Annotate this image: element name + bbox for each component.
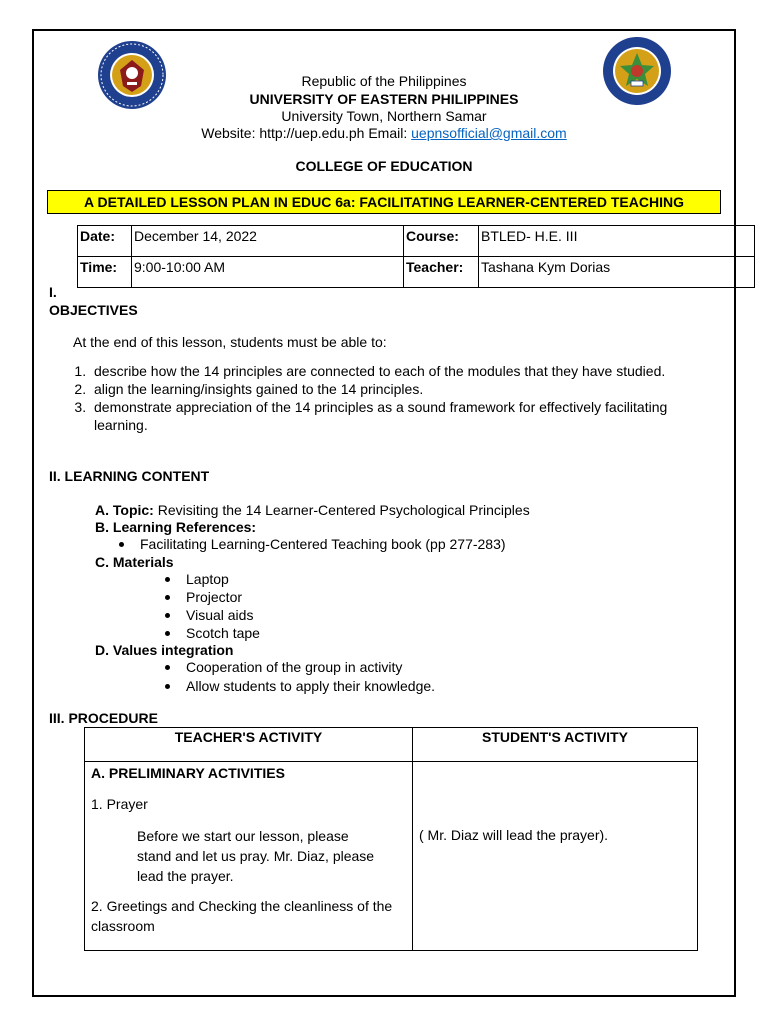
info-table — [77, 225, 755, 288]
material-text: Visual aids — [186, 607, 254, 623]
topic-label: A. Topic: — [95, 502, 154, 518]
bullet-icon — [165, 684, 170, 689]
bullet-icon — [165, 613, 170, 618]
email-link[interactable]: uepnsofficial@gmail.com — [411, 125, 567, 141]
material-item — [165, 588, 242, 606]
university-location: University Town, Northern Samar — [281, 108, 487, 124]
date-label: Date: — [78, 226, 132, 257]
value-item — [165, 677, 435, 695]
website-text: Website: http://uep.edu.ph Email: — [201, 125, 412, 141]
objective-item: 3. demonstrate appreciation of the 14 principles as a sound framework for effectively facilitating learning. — [90, 398, 720, 434]
reference-item — [119, 535, 506, 553]
references-label: B. Learning References: — [95, 519, 257, 535]
republic-line: Republic of the Philippines — [301, 73, 467, 89]
teacher-activity-cell — [85, 762, 413, 951]
prayer-step: 1. Prayer — [91, 796, 148, 812]
objectives-list — [52, 362, 720, 434]
time-label: Time: — [78, 257, 132, 288]
greetings-step: 2. Greetings and Checking the cleanliness of the classroom — [91, 898, 393, 934]
lesson-plan-title: A DETAILED LESSON PLAN IN EDUC 6a: FACILITATING LEARNER-CENTERED TEACHING — [47, 190, 721, 214]
value-text: Cooperation of the group in activity — [186, 659, 403, 675]
bullet-icon — [165, 577, 170, 582]
material-text: Projector — [186, 589, 243, 605]
date-value: December 14, 2022 — [132, 226, 404, 257]
procedure-heading: III. PROCEDURE — [49, 710, 158, 726]
procedure-table — [84, 727, 698, 951]
value-text: Allow students to apply their knowledge. — [186, 678, 436, 694]
material-text: Laptop — [186, 571, 229, 587]
student-activity-header: STUDENT'S ACTIVITY — [413, 728, 698, 762]
objectives-heading: OBJECTIVES — [49, 302, 138, 318]
course-label: Course: — [404, 226, 479, 257]
teacher-value: Tashana Kym Dorias — [479, 257, 755, 288]
time-value: 9:00-10:00 AM — [132, 257, 404, 288]
bullet-icon — [165, 595, 170, 600]
material-item — [165, 606, 253, 624]
bullet-icon — [165, 631, 170, 636]
objectives-numeral: I. — [49, 284, 57, 300]
prayer-instruction: Before we start our lesson, please stand and let us pray. Mr. Diaz, please lead the prayer. — [137, 828, 375, 884]
university-name: UNIVERSITY OF EASTERN PHILIPPINES — [249, 91, 519, 107]
material-item — [165, 624, 260, 642]
contact-line — [0, 125, 768, 142]
bullet-icon — [119, 542, 124, 547]
values-label: D. Values integration — [95, 642, 234, 658]
teacher-label: Teacher: — [404, 257, 479, 288]
value-item — [165, 658, 402, 676]
material-item — [165, 570, 229, 588]
objectives-intro: At the end of this lesson, students must be able to: — [73, 334, 387, 350]
course-value: BTLED- H.E. III — [479, 226, 755, 257]
topic-value: Revisiting the 14 Learner-Centered Psychological Principles — [157, 502, 530, 518]
materials-label: C. Materials — [95, 554, 174, 570]
objective-item: 1. describe how the 14 principles are connected to each of the modules that they have studied. — [90, 362, 720, 380]
topic-row — [95, 502, 530, 519]
college-name: COLLEGE OF EDUCATION — [295, 158, 473, 174]
reference-text: Facilitating Learning-Centered Teaching book (pp 277-283) — [140, 536, 506, 552]
student-activity-cell — [413, 762, 698, 951]
bullet-icon — [165, 665, 170, 670]
preliminary-heading: A. PRELIMINARY ACTIVITIES — [91, 765, 285, 781]
teacher-activity-header: TEACHER'S ACTIVITY — [85, 728, 413, 762]
material-text: Scotch tape — [186, 625, 260, 641]
learning-content-heading: II. LEARNING CONTENT — [49, 468, 210, 484]
prayer-response: ( Mr. Diaz will lead the prayer). — [419, 827, 609, 843]
objective-item: 2. align the learning/insights gained to the 14 principles. — [90, 380, 720, 398]
